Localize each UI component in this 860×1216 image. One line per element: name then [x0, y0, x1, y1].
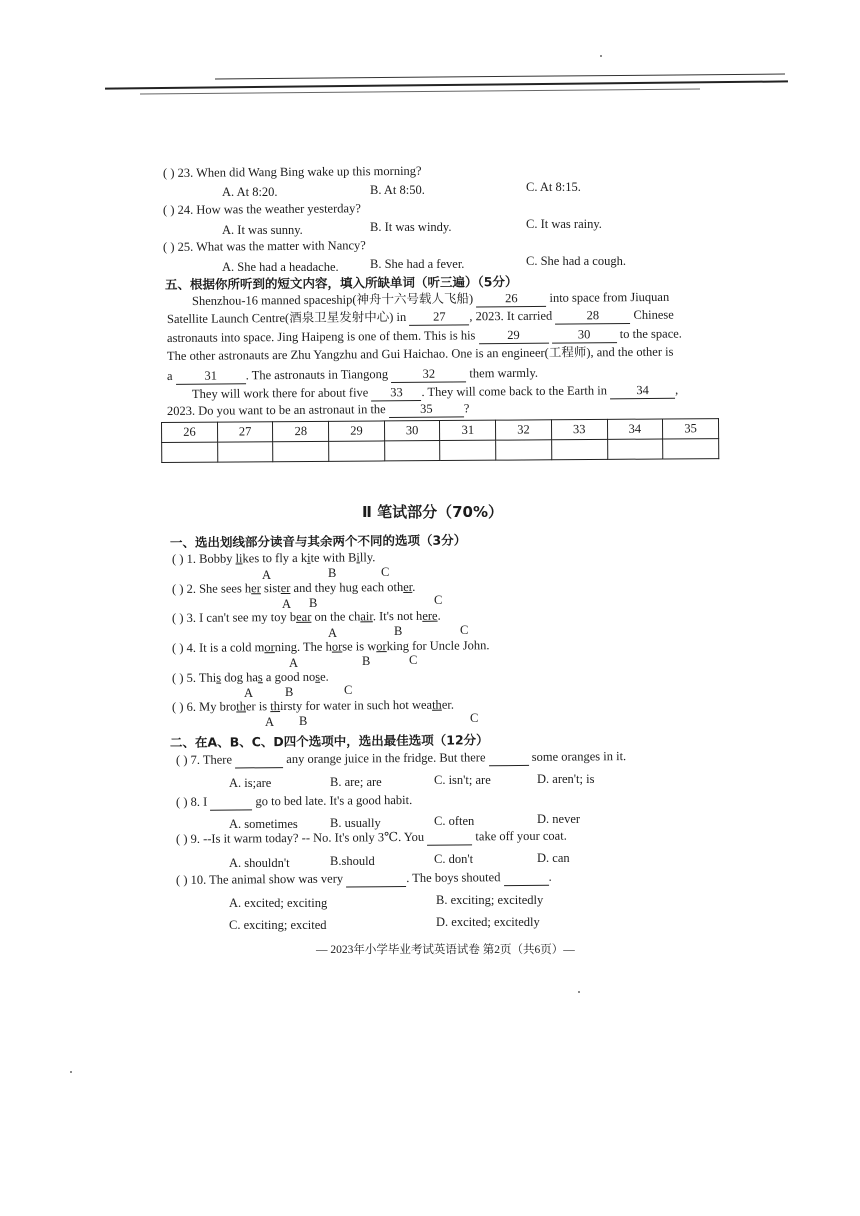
- underlined-letters-b: er: [280, 580, 291, 596]
- answer-bracket[interactable]: ( ): [171, 581, 184, 596]
- label-c: C: [470, 711, 479, 725]
- blank-30[interactable]: 30: [552, 327, 617, 344]
- answer-cell[interactable]: [551, 439, 607, 459]
- question-25: [163, 238, 366, 255]
- option-b: B. She had a fever.: [370, 257, 465, 271]
- passage-line-4: The other astronauts are Zhu Yangzhu and Gui Haichao. One is an engineer(工程师), and the other is: [166, 344, 674, 363]
- answer-table-header: 27: [217, 422, 273, 442]
- answer-bracket[interactable]: ( ): [162, 202, 175, 217]
- section-1-heading: 一、选出划线部分读音与其余两个不同的选项（3分）: [169, 532, 467, 550]
- question-5: ( ) 5. This dog has a good nose.: [171, 669, 329, 685]
- section-5-heading: 五、根据你所听到的短文内容，填入所缺单词（听三遍）（5分）: [164, 273, 518, 292]
- option-a: A. It was sunny.: [222, 223, 303, 237]
- answer-bracket[interactable]: ( ): [162, 239, 175, 254]
- answer-cell[interactable]: [329, 441, 385, 461]
- answer-table: [161, 418, 719, 463]
- question-1: ( ) 1. Bobby likes to fly a kite with Billy.: [171, 550, 376, 566]
- blank-33[interactable]: 33: [371, 385, 421, 401]
- underlined-letters-a: er: [251, 581, 261, 596]
- label-a: A: [328, 626, 338, 640]
- option-a: A. sometimes: [229, 817, 298, 831]
- answer-cell[interactable]: [663, 439, 719, 459]
- written-part-title: Ⅱ 笔试部分（70%）: [362, 503, 504, 521]
- blank[interactable]: [489, 750, 529, 766]
- answer-table-header: 31: [440, 420, 496, 440]
- underlined-letters-b: th: [270, 699, 281, 714]
- label-c: C: [460, 623, 469, 637]
- underlined-letters-a: li: [235, 551, 243, 566]
- option-d: D. aren't; is: [537, 772, 595, 786]
- option-b: B. are; are: [330, 775, 382, 789]
- option-a: A. is;are: [229, 776, 272, 790]
- underlined-letters-a: s: [216, 670, 222, 685]
- answer-bracket[interactable]: ( ): [175, 794, 188, 809]
- scan-speck: [578, 991, 580, 993]
- answer-table-header: 26: [162, 422, 218, 442]
- option-c: C. exciting; excited: [229, 918, 327, 932]
- label-a: A: [282, 597, 292, 611]
- answer-bracket[interactable]: ( ): [175, 872, 188, 887]
- question-stem: 24. How was the weather yesterday?: [177, 201, 361, 217]
- label-c: C: [381, 565, 390, 579]
- label-b: B: [394, 624, 403, 638]
- answer-table-header: 29: [329, 421, 385, 441]
- passage-line-5: a 31 . The astronauts in Tiangong 32 them warmly.: [166, 365, 539, 383]
- underlined-letters-a: or: [264, 640, 275, 655]
- question-3: ( ) 3. I can't see my toy bear on the chair. It's not here.: [171, 608, 441, 625]
- passage-line-6: They will work there for about five 33 . They will come back to the Earth in 34 ,: [191, 382, 679, 401]
- passage-line-3: astronauts into space. Jing Haipeng is one of them. This is his 29 30 to the space.: [166, 326, 682, 345]
- question-stem: 25. What was the matter with Nancy?: [177, 238, 366, 254]
- answer-cell[interactable]: [162, 442, 218, 462]
- underlined-letters-b: s: [257, 670, 263, 685]
- underlined-letters-b: air: [360, 609, 373, 624]
- answer-cell[interactable]: [496, 440, 552, 460]
- question-24: [163, 201, 361, 218]
- blank-32[interactable]: 32: [391, 366, 466, 383]
- page-footer: — 2023年小学毕业考试英语试卷 第2页（共6页）—: [316, 944, 575, 956]
- blank[interactable]: [210, 794, 252, 810]
- scan-speck: [600, 55, 602, 57]
- header-rule-bottom: [140, 89, 700, 95]
- option-c: C. don't: [434, 852, 474, 866]
- answer-cell[interactable]: [607, 439, 663, 459]
- option-b: B. It was windy.: [370, 220, 452, 234]
- answer-table-header: 28: [273, 421, 329, 441]
- question-4: ( ) 4. It is a cold morning. The horse is working for Uncle John.: [171, 638, 490, 655]
- answer-bracket[interactable]: ( ): [171, 699, 184, 714]
- answer-cell[interactable]: [384, 441, 440, 461]
- answer-table-header: 32: [496, 420, 552, 440]
- passage-line-1: Shenzhou-16 manned spaceship(神舟十六号载人飞船) 26 into space from Jiuquan: [191, 289, 670, 308]
- question-10: ( ) 10. The animal show was very . The boys shouted .: [175, 869, 552, 887]
- blank[interactable]: [427, 829, 472, 845]
- answer-cell[interactable]: [217, 442, 273, 462]
- question-6: ( ) 6. My brother is thirsty for water in such hot weather.: [171, 697, 454, 714]
- underlined-letters-c: er: [403, 579, 413, 594]
- option-a: A. shouldn't: [229, 856, 290, 870]
- label-a: A: [265, 715, 275, 729]
- header-rule-top: [215, 74, 785, 80]
- underlined-letters-b: i: [307, 550, 311, 565]
- question-2: ( ) 2. She sees her sister and they hug each other.: [171, 579, 416, 596]
- answer-table-header: 30: [384, 421, 440, 441]
- label-b: B: [309, 596, 318, 610]
- label-b: B: [328, 566, 337, 580]
- label-a: A: [244, 686, 254, 700]
- underlined-letters-b: or: [331, 639, 343, 654]
- underlined-letters-c: i: [356, 550, 360, 565]
- answer-bracket[interactable]: ( ): [171, 640, 184, 655]
- option-c: C. often: [434, 814, 475, 828]
- scan-speck: [70, 1071, 72, 1073]
- underlined-letters-c: or: [376, 639, 387, 654]
- underlined-letters-a: ear: [296, 609, 312, 624]
- option-a: A. At 8:20.: [222, 185, 278, 199]
- option-a: A. excited; exciting: [229, 896, 328, 910]
- label-a: A: [289, 656, 299, 670]
- question-stem: 23. When did Wang Bing wake up this morning?: [177, 163, 422, 180]
- answer-table-answer-row: [162, 439, 719, 463]
- blank-27[interactable]: 27: [409, 309, 469, 326]
- question-7: ( ) 7. There any orange juice in the fridge. But there some oranges in it.: [175, 749, 627, 767]
- label-b: B: [362, 654, 371, 668]
- answer-table-header: 35: [663, 419, 719, 439]
- option-d: D. never: [537, 812, 581, 826]
- option-d: D. can: [537, 851, 570, 865]
- label-a: A: [262, 568, 272, 582]
- label-c: C: [344, 683, 353, 697]
- underlined-letters-c: s: [315, 669, 321, 684]
- label-c: C: [434, 593, 443, 607]
- section-2-heading: 二、在A、B、C、D四个选项中，选出最佳选项（12分）: [169, 732, 489, 750]
- answer-table-header: 33: [551, 419, 607, 439]
- answer-table-header: 34: [607, 419, 663, 439]
- option-a: A. She had a headache.: [222, 260, 339, 274]
- passage-line-7: 2023. Do you want to be an astronaut in the 35 ?: [166, 401, 470, 418]
- blank-28[interactable]: 28: [555, 308, 630, 325]
- answer-bracket[interactable]: ( ): [175, 831, 188, 846]
- blank-31[interactable]: 31: [176, 368, 246, 385]
- passage-line-2: Satellite Launch Centre(酒泉卫星发射中心) in 27 , 2023. It carried 28 Chinese: [166, 307, 674, 326]
- answer-bracket[interactable]: ( ): [162, 165, 175, 180]
- blank[interactable]: [503, 870, 548, 886]
- blank[interactable]: [346, 871, 406, 888]
- blank-26[interactable]: 26: [476, 291, 546, 308]
- question-9: ( ) 9. --Is it warm today? -- No. It's only 3℃. You take off your coat.: [175, 828, 567, 846]
- blank[interactable]: [235, 752, 283, 768]
- answer-bracket[interactable]: ( ): [171, 610, 184, 625]
- answer-cell[interactable]: [273, 441, 329, 461]
- blank-35[interactable]: 35: [389, 401, 464, 418]
- option-c: C. At 8:15.: [526, 180, 581, 194]
- option-c: C. She had a cough.: [526, 254, 626, 268]
- underlined-letters-c: th: [431, 697, 442, 712]
- underlined-letters-c: ere: [422, 608, 438, 623]
- answer-bracket[interactable]: ( ): [171, 551, 184, 566]
- option-c: C. It was rainy.: [526, 217, 602, 231]
- blank-29[interactable]: 29: [478, 328, 548, 345]
- question-8: ( ) 8. I go to bed late. It's a good habit.: [175, 792, 413, 809]
- option-b: B. exciting; excitedly: [436, 893, 544, 907]
- label-c: C: [409, 653, 418, 667]
- answer-bracket[interactable]: ( ): [171, 670, 184, 685]
- option-d: D. excited; excitedly: [436, 915, 540, 929]
- answer-bracket[interactable]: ( ): [175, 752, 188, 767]
- option-b: B. usually: [330, 816, 381, 830]
- option-b: B.should: [330, 854, 375, 868]
- question-23: [163, 164, 422, 181]
- label-b: B: [299, 714, 308, 728]
- underlined-letters-a: th: [236, 699, 247, 714]
- answer-cell[interactable]: [440, 440, 496, 460]
- option-b: B. At 8:50.: [370, 183, 425, 197]
- option-c: C. isn't; are: [434, 773, 491, 787]
- blank-34[interactable]: 34: [610, 383, 675, 400]
- label-b: B: [285, 685, 294, 699]
